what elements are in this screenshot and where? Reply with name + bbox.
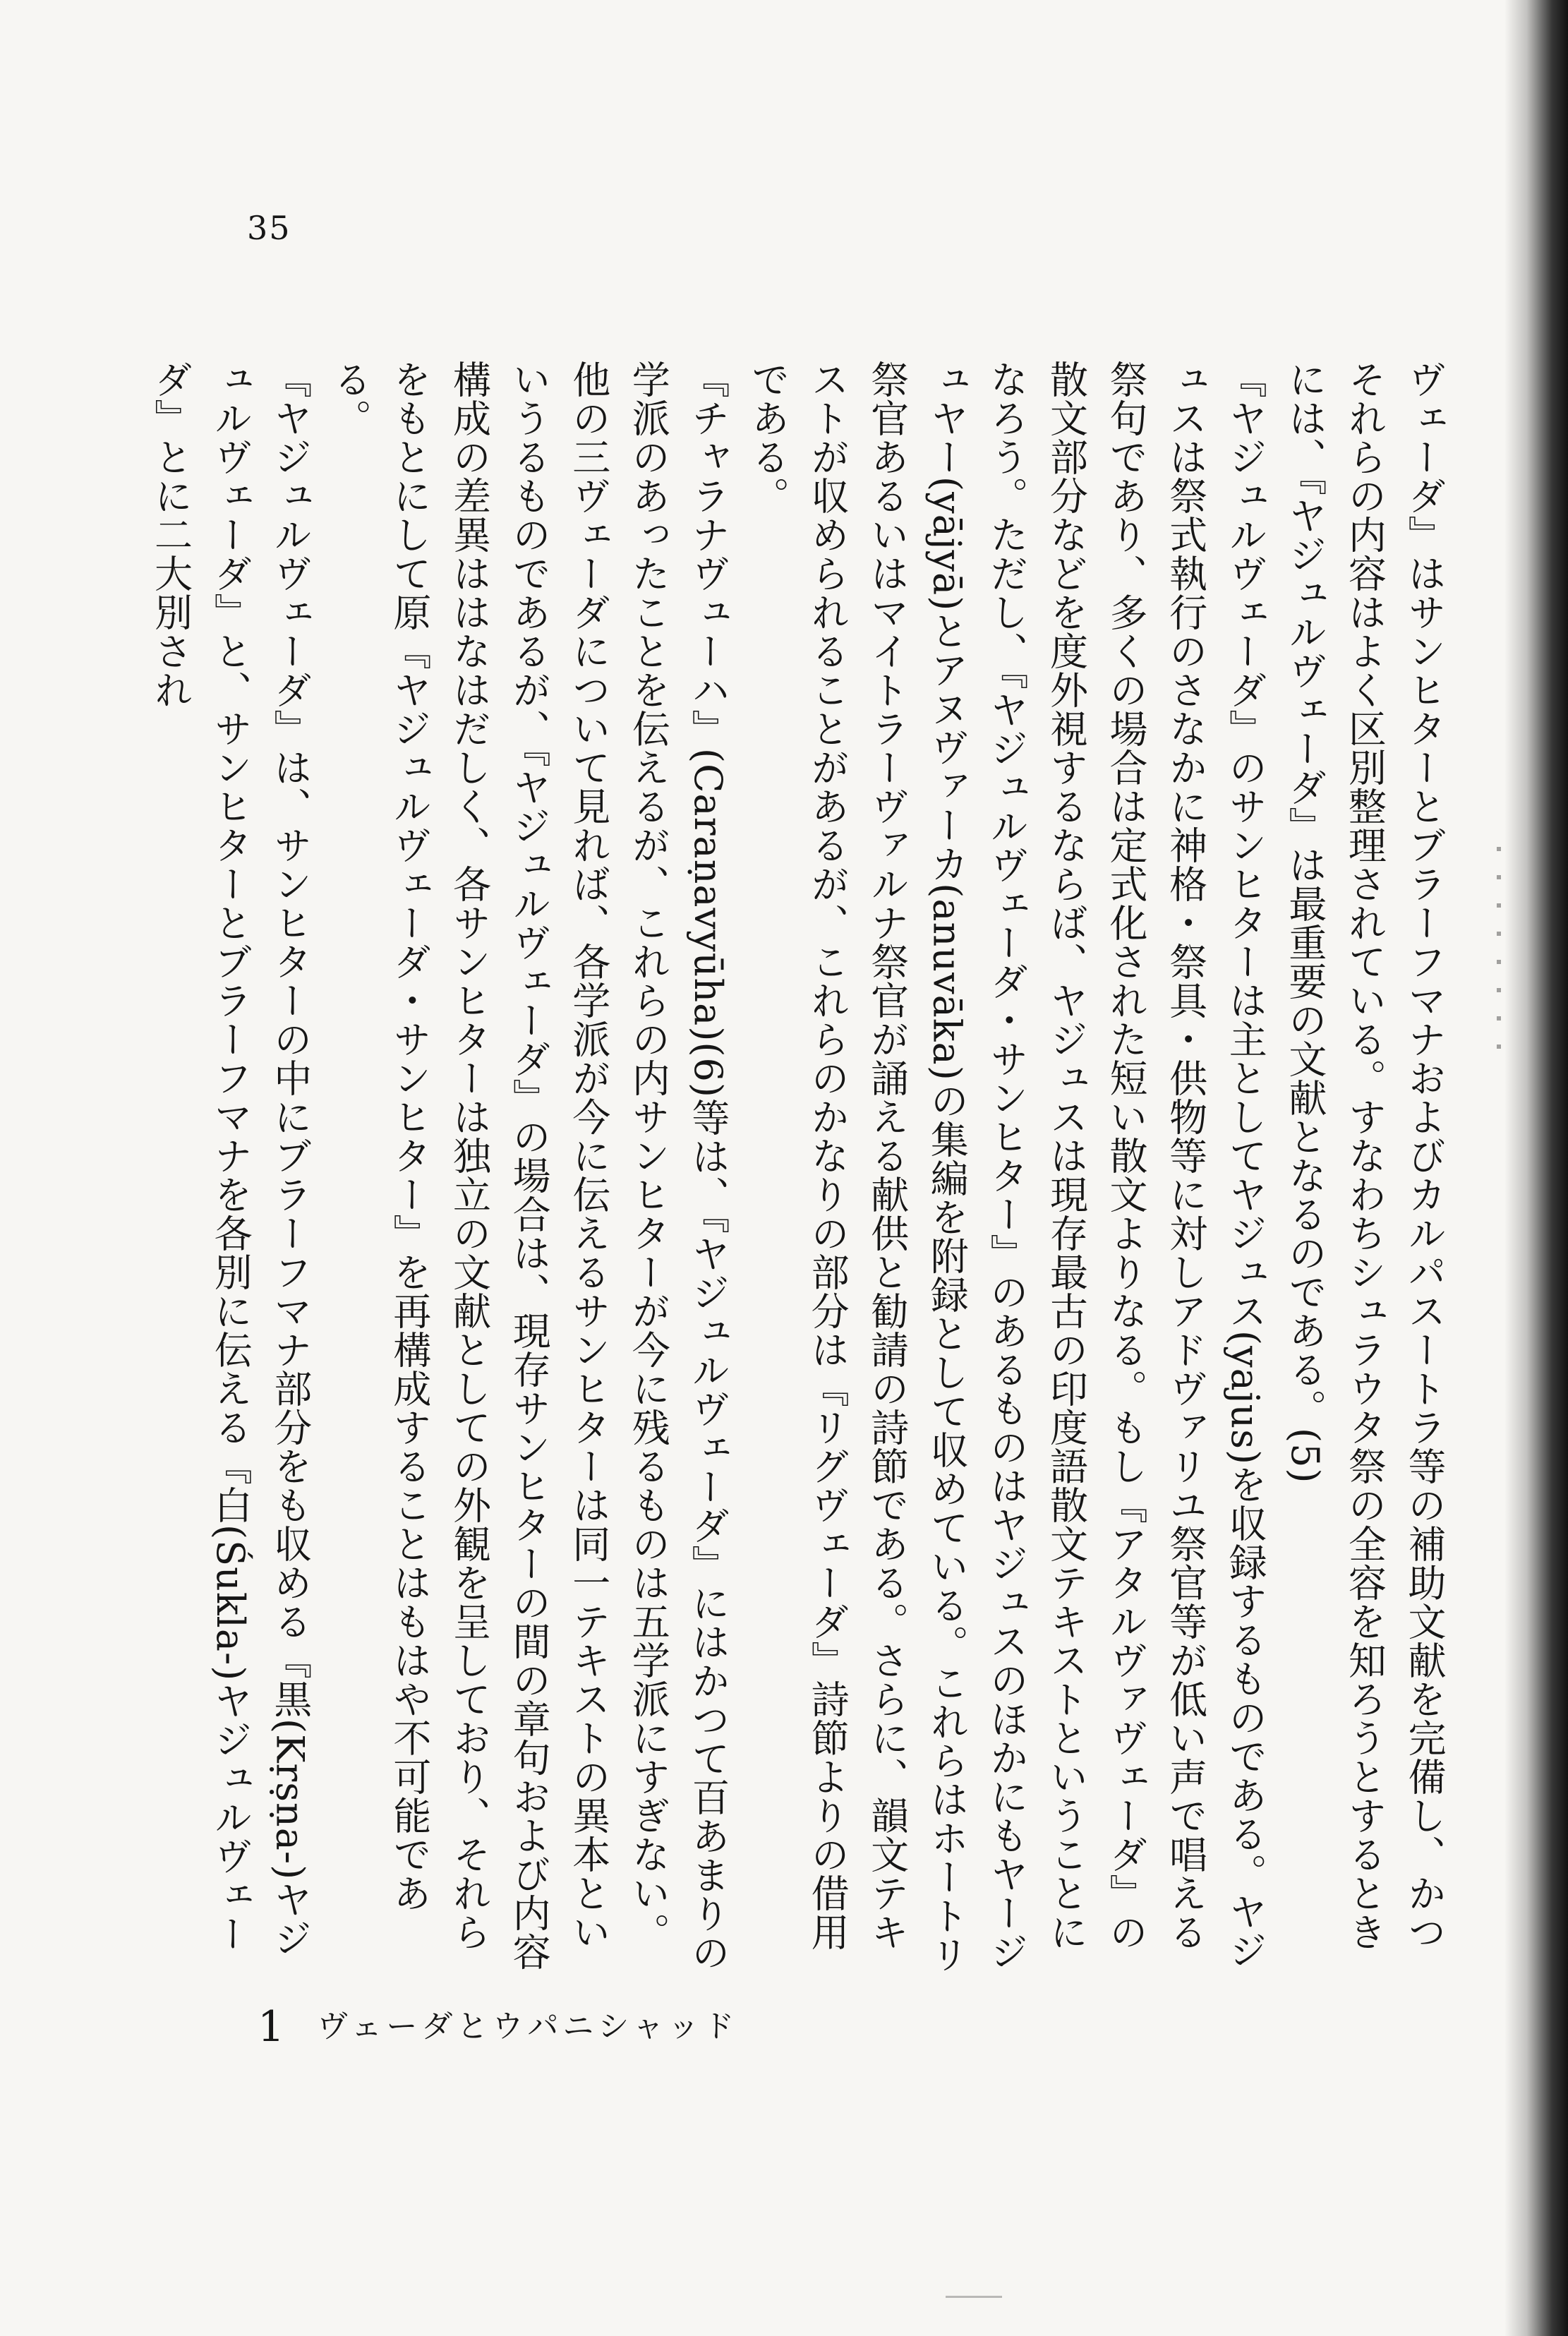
- body-text: [148, 360, 1454, 1983]
- paragraph: ヴェーダ』はサンヒターとブラーフマナおよびカルパスートラ等の補助文献を完備し、かつそれらの内容はよく区別整理されている。すなわちシュラウタ祭の全容を知ろうとするときには、『ヤジュルヴェーダ』は最重要の文献となるのである。(5): [1282, 360, 1447, 1951]
- paragraph: 『ヤジュルヴェーダ』のサンヒターは主としてヤジュス(yajus)を収録するものである。ヤジュスは祭式執行のさなかに神格・祭具・供物等に対しアドヴァリユ祭官等が低い声で唱える祭句であり、多くの場合は定式化された短い散文よりなる。もし『アタルヴァヴェーダ』の散文部分などを度外視するならば、ヤジュスは現存最古の印度語散文テキストということになろう。ただし、『ヤジュルヴェーダ・サンヒター』のあるものはヤジュスのほかにもヤージュヤー(yājyā)とアヌヴァーカ(anuvāka)の集編を附録として収めている。これらはホートリ祭官あるいはマイトラーヴァルナ祭官が誦える献供と勧請の詩節である。さらに、韻文テキストが収められることがあるが、これらのかなりの部分は『リグヴェーダ』詩節よりの借用である。: [745, 360, 1268, 1974]
- page-number: 35: [247, 209, 291, 247]
- scan-smudge: [946, 2296, 1002, 2298]
- running-footer: [258, 2001, 739, 2052]
- scan-edge-marks: [1497, 847, 1501, 1059]
- paragraph: 『チャラナヴューハ』(Caraṇavyūha)(6)等は、『ヤジュルヴェーダ』にはかつて百あまりの学派のあったことを伝えるが、これらの内サンヒターが今に残るものは五学派にすぎない。他の三ヴェーダについて見れば、各学派が今に伝えるサンヒターは同一テキストの異本といいうるものであるが、『ヤジュルヴェーダ』の場合は、現存サンヒターの間の章句および内容構成の差異ははなはだしく、各サンヒターは独立の文献としての外観を呈しており、それらをもとにして原『ヤジュルヴェーダ・サンヒター』を再構成することはもはや不可能である。: [327, 360, 730, 1972]
- paragraph: 『ヤジュルヴェーダ』は、サンヒターの中にブラーフマナ部分をも収める『黒(Kṛṣṇa-)ヤジュルヴェーダ』と、サンヒターとブラーフマナを各別に伝える『白(Śukla-)ヤジュルヴェーダ』とに二大別され: [148, 360, 313, 1958]
- scan-edge-shadow: [1504, 0, 1568, 2336]
- chapter-number: 1: [258, 2002, 289, 2052]
- chapter-title: ヴェーダとウパニシャッド: [317, 2009, 739, 2045]
